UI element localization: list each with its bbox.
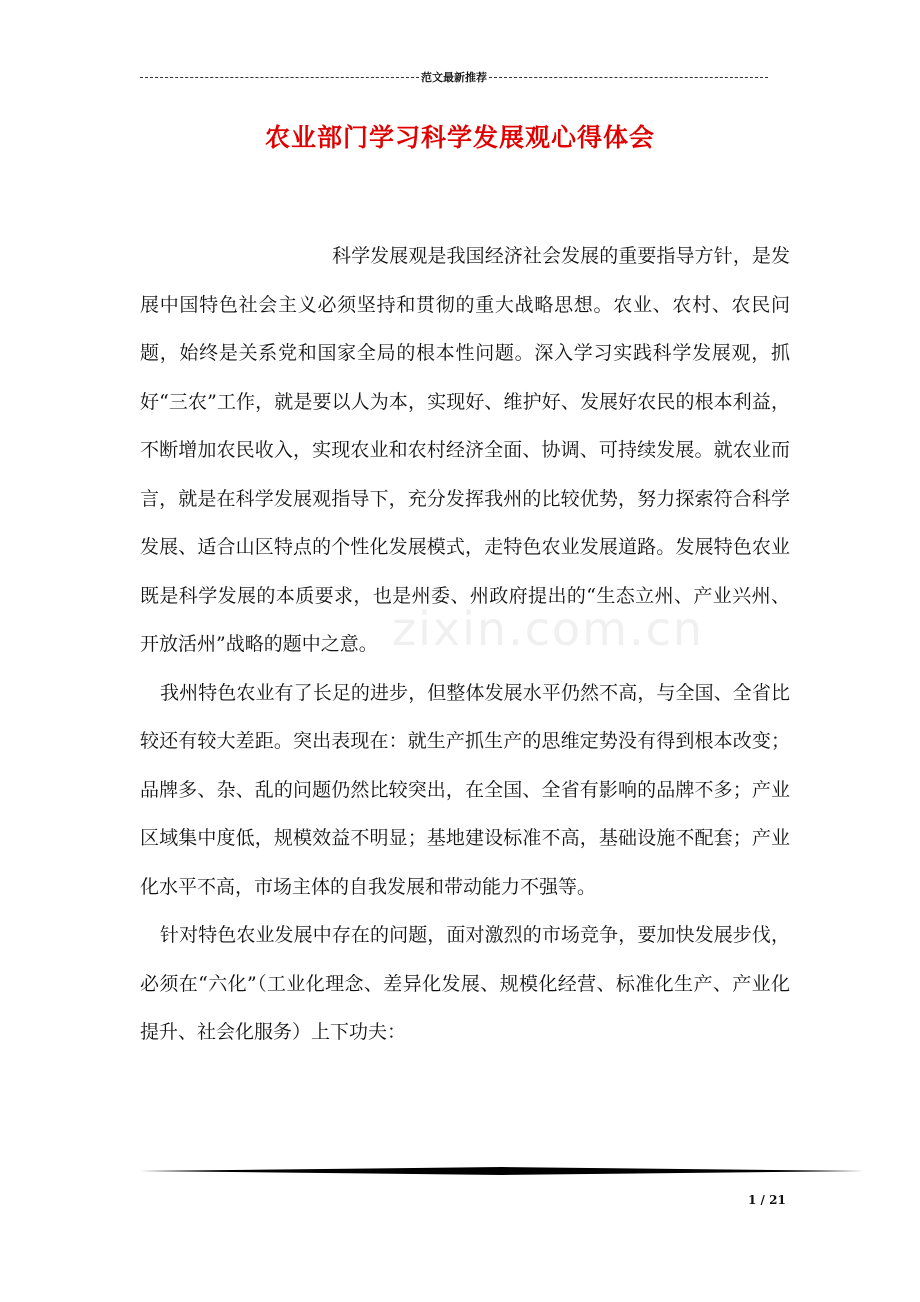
header-dash-left — [140, 77, 419, 78]
header-dash-right — [489, 77, 768, 78]
paragraph-3: 针对特色农业发展中存在的问题，面对激烈的市场竞争，要加快发展步伐，必须在“六化”（工业化理念、差异化发展、规模化经营、标准化生产、产业化提升、社会化服务）上下功夫： — [140, 924, 790, 1043]
watermark: zixin.com.cn — [392, 602, 705, 656]
paragraph-1: 科学发展观是我国经济社会发展的重要指导方针，是发展中国特色社会主义必须坚持和贯彻的重大战略思想。农业、农村、农民问题，始终是关系党和国家全局的根本性问题。深入学习实践科学发展观，抓好“三农”工作，就是要以人为本，实现好、维护好、发展好农民的根本利益，不断增加农民收入，实现农业和农村经济全面、协调、可持续发展。就农业而言，就是在科学发展观指导下，充分发挥我州的比较优势，努力探索符合科学发展、适合山区特点的个性化发展模式，走特色农业发展道路。发展特色农业既是科学发展的本质要求，也是州委、州政府提出的“生态立州、产业兴州、开放活州”战略的题中之意。 — [140, 245, 790, 655]
page-header — [140, 68, 768, 86]
document-body — [140, 232, 790, 1057]
footer-rule — [140, 1164, 864, 1178]
document-title: 农业部门学习科学发展观心得体会 — [264, 123, 655, 152]
page-number: 1 / 21 — [748, 1193, 786, 1207]
header-label: 范文最新推荐 — [421, 71, 487, 84]
paragraph-2: 我州特色农业有了长足的进步，但整体发展水平仍然不高，与全国、全省比较还有较大差距。突出表现在：就生产抓生产的思维定势没有得到根本改变；品牌多、杂、乱的问题仍然比较突出，在全国、全省有影响的品牌不多；产业区域集中度低，规模效益不明显；基地建设标准不高，基础设施不配套；产业化水平不高，市场主体的自我发展和带动能力不强等。 — [140, 681, 790, 898]
